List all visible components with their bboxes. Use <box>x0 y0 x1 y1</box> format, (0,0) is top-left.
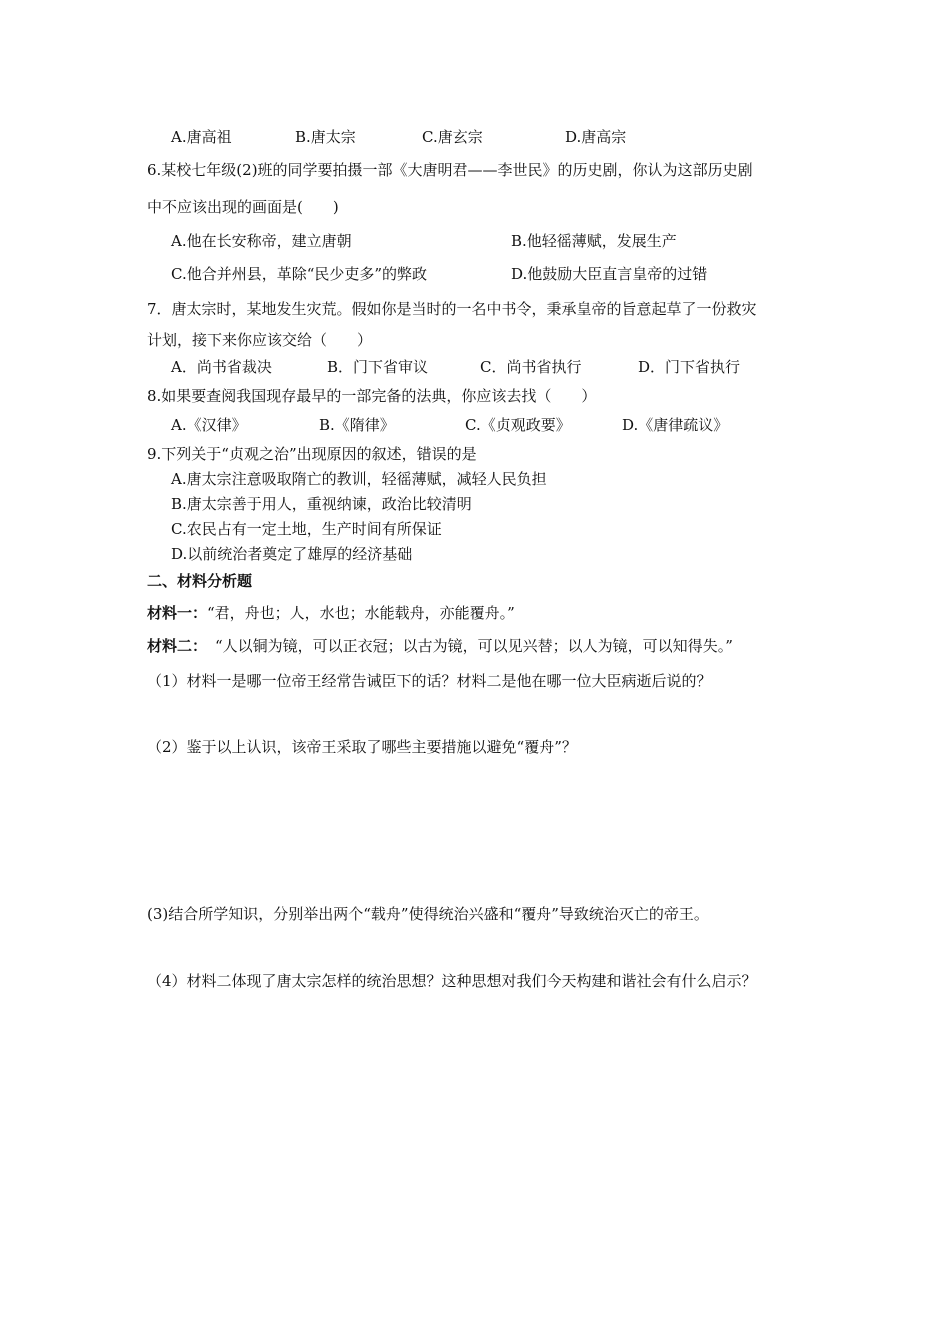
q5-option-b: B.唐太宗 <box>295 128 356 146</box>
q9-option-b: B.唐太宗善于用人，重视纳谏，政治比较清明 <box>171 495 472 513</box>
q5-option-d: D.唐高宗 <box>565 128 627 146</box>
q9-stem: 9.下列关于“贞观之治”出现原因的叙述，错误的是 <box>147 445 477 463</box>
q6-option-b: B.他轻徭薄赋，发展生产 <box>511 232 677 250</box>
q9-option-c: C.农民占有一定土地，生产时间有所保证 <box>171 520 442 538</box>
q6-option-c: C.他合并州县，革除“民少吏多”的弊政 <box>171 265 428 283</box>
q7-option-b: B．门下省审议 <box>327 358 429 376</box>
material-2-label: 材料二： <box>147 637 208 655</box>
q5-option-c: C.唐玄宗 <box>422 128 483 146</box>
material-1 <box>147 603 515 623</box>
q8-option-c: C.《贞观政要》 <box>465 416 571 434</box>
material-2-text: “人以铜为镜，可以正衣冠；以古为镜，可以见兴替；以人为镜，可以知得失。” <box>215 637 733 655</box>
question-1: （1）材料一是哪一位帝王经常告诫臣下的话？材料二是他在哪一位大臣病逝后说的？ <box>147 672 712 690</box>
q9-option-d: D.以前统治者奠定了雄厚的经济基础 <box>171 545 413 563</box>
q7-stem-line1: 7．唐太宗时，某地发生灾荒。假如你是当时的一名中书令，秉承皇帝的旨意起草了一份救灾 <box>147 300 757 318</box>
q6-stem-line2: 中不应该出现的画面是( ) <box>147 198 339 216</box>
q7-stem-line2: 计划，接下来你应该交给（ ） <box>147 331 373 349</box>
q7-option-c: C．尚书省执行 <box>480 358 582 376</box>
question-2: （2）鉴于以上认识，该帝王采取了哪些主要措施以避免“覆舟”？ <box>147 738 577 756</box>
q6-stem-line1: 6.某校七年级(2)班的同学要拍摄一部《大唐明君——李世民》的历史剧，你认为这部历史剧 <box>147 161 753 179</box>
q9-option-a: A.唐太宗注意吸取隋亡的教训，轻徭薄赋，减轻人民负担 <box>171 470 547 488</box>
question-4: （4）材料二体现了唐太宗怎样的统治思想？这种思想对我们今天构建和谐社会有什么启示？ <box>147 972 757 990</box>
q6-option-a: A.他在长安称帝，建立唐朝 <box>171 232 352 250</box>
section-heading: 二、材料分析题 <box>147 572 253 590</box>
material-2 <box>147 636 733 656</box>
q8-stem: 8.如果要查阅我国现存最早的一部完备的法典，你应该去找（ ） <box>147 387 597 405</box>
material-1-label: 材料一： <box>147 604 208 622</box>
q7-option-d: D．门下省执行 <box>638 358 741 376</box>
q6-option-d: D.他鼓励大臣直言皇帝的过错 <box>511 265 708 283</box>
question-3: (3)结合所学知识，分别举出两个“载舟”使得统治兴盛和“覆舟”导致统治灭亡的帝王。 <box>147 905 709 923</box>
q7-option-a: A．尚书省裁决 <box>171 358 272 376</box>
q5-option-a: A.唐高祖 <box>171 128 232 146</box>
q8-option-b: B.《隋律》 <box>319 416 395 434</box>
q8-option-d: D.《唐律疏议》 <box>622 416 729 434</box>
q8-option-a: A.《汉律》 <box>171 416 247 434</box>
material-1-text: “君，舟也；人，水也；水能载舟，亦能覆舟。” <box>207 604 515 622</box>
